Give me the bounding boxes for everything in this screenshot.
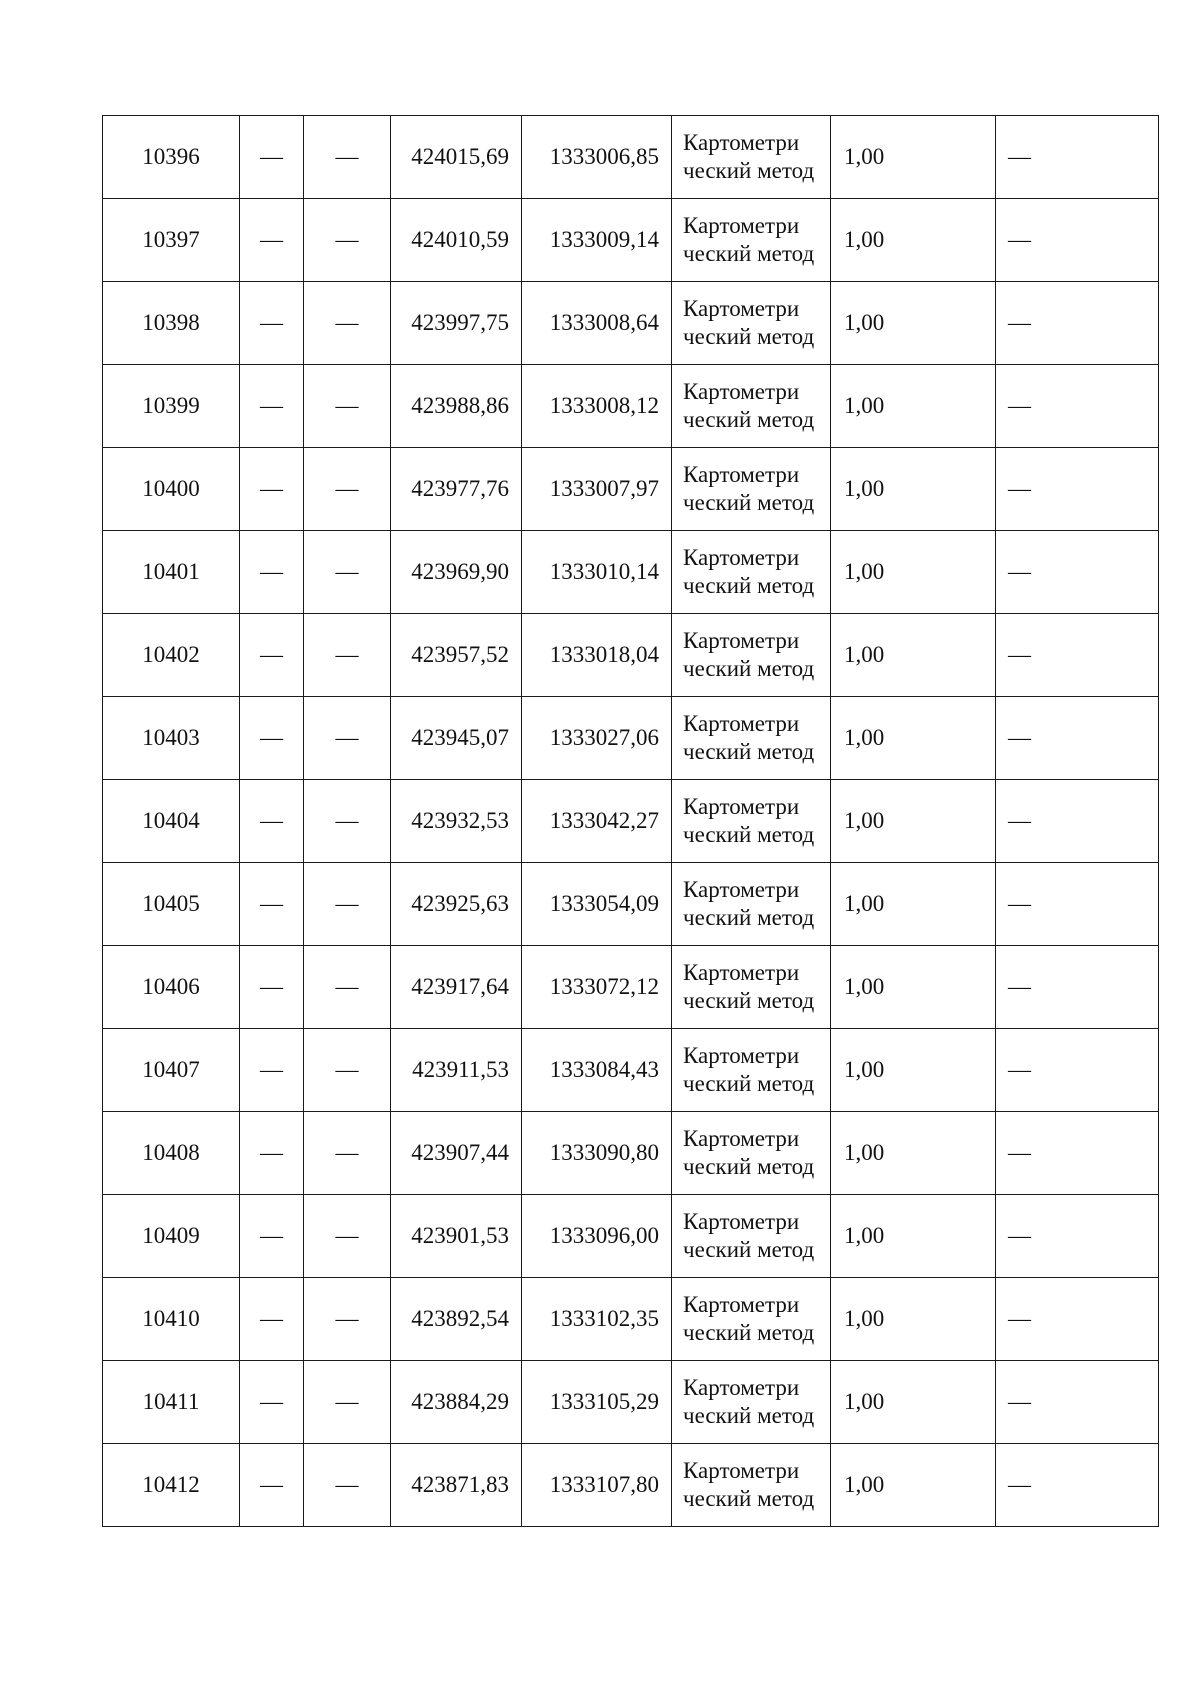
empty-value-cell [996, 531, 1159, 614]
x-coordinate-cell-text: 423911,53 [412, 1057, 509, 1082]
empty-value-cell-text: — [260, 1472, 283, 1497]
y-coordinate-cell-text: 1333018,04 [549, 642, 659, 667]
x-coordinate-cell [391, 1278, 522, 1361]
accuracy-cell-text: 1,00 [844, 725, 885, 750]
point-number-cell-text: 10397 [142, 227, 200, 252]
method-cell [672, 614, 831, 697]
method-cell [672, 1112, 831, 1195]
empty-value-cell-text: — [260, 559, 283, 584]
empty-value-cell-text: — [335, 1057, 359, 1082]
x-coordinate-cell-text: 423945,07 [411, 725, 509, 750]
method-cell [672, 1444, 831, 1527]
y-coordinate-cell [522, 1278, 672, 1361]
accuracy-cell [831, 780, 996, 863]
x-coordinate-cell [391, 1361, 522, 1444]
accuracy-cell [831, 1444, 996, 1527]
y-coordinate-cell [522, 1195, 672, 1278]
point-number-cell-text: 10403 [142, 725, 200, 750]
point-number-cell [103, 1444, 240, 1527]
empty-value-cell-text: — [335, 310, 359, 335]
empty-value-cell-text: — [1008, 642, 1031, 667]
empty-value-cell [240, 614, 304, 697]
method-cell [672, 448, 831, 531]
x-coordinate-cell [391, 531, 522, 614]
table-row [103, 1195, 1159, 1278]
table-row [103, 531, 1159, 614]
point-number-cell [103, 1029, 240, 1112]
empty-value-cell-text: — [1008, 1472, 1031, 1497]
y-coordinate-cell-text: 1333008,64 [549, 310, 659, 335]
empty-value-cell-text: — [260, 808, 283, 833]
empty-value-cell-text: — [1008, 808, 1031, 833]
accuracy-cell [831, 863, 996, 946]
method-cell-text: Картометри ческий метод [683, 794, 815, 847]
x-coordinate-cell-text: 423977,76 [411, 476, 509, 501]
x-coordinate-cell-text: 424015,69 [411, 144, 509, 169]
table-row [103, 1444, 1159, 1527]
accuracy-cell-text: 1,00 [844, 1223, 885, 1248]
empty-value-cell [304, 1029, 391, 1112]
accuracy-cell-text: 1,00 [844, 1306, 885, 1331]
point-number-cell [103, 863, 240, 946]
empty-value-cell-text: — [260, 1389, 283, 1414]
y-coordinate-cell-text: 1333105,29 [549, 1389, 659, 1414]
accuracy-cell-text: 1,00 [844, 144, 885, 169]
x-coordinate-cell-text: 423997,75 [411, 310, 509, 335]
empty-value-cell [304, 448, 391, 531]
y-coordinate-cell [522, 946, 672, 1029]
table-row [103, 1278, 1159, 1361]
y-coordinate-cell [522, 282, 672, 365]
x-coordinate-cell-text: 423884,29 [411, 1389, 509, 1414]
coordinates-table [102, 115, 1159, 1527]
method-cell [672, 365, 831, 448]
empty-value-cell [240, 365, 304, 448]
y-coordinate-cell [522, 531, 672, 614]
point-number-cell-text: 10399 [142, 393, 200, 418]
method-cell [672, 1195, 831, 1278]
accuracy-cell [831, 282, 996, 365]
table-row [103, 946, 1159, 1029]
y-coordinate-cell-text: 1333090,80 [549, 1140, 659, 1165]
empty-value-cell [304, 1195, 391, 1278]
method-cell-text: Картометри ческий метод [683, 960, 815, 1013]
point-number-cell-text: 10402 [142, 642, 200, 667]
table-row [103, 1112, 1159, 1195]
y-coordinate-cell-text: 1333072,12 [549, 974, 659, 999]
accuracy-cell [831, 531, 996, 614]
x-coordinate-cell-text: 423932,53 [411, 808, 509, 833]
point-number-cell [103, 282, 240, 365]
x-coordinate-cell [391, 780, 522, 863]
empty-value-cell-text: — [335, 808, 359, 833]
point-number-cell [103, 946, 240, 1029]
method-cell-text: Картометри ческий метод [683, 1209, 815, 1262]
empty-value-cell [240, 1112, 304, 1195]
point-number-cell-text: 10401 [142, 559, 200, 584]
empty-value-cell-text: — [260, 1140, 283, 1165]
y-coordinate-cell-text: 1333008,12 [549, 393, 659, 418]
empty-value-cell-text: — [260, 891, 283, 916]
x-coordinate-cell-text: 423871,83 [411, 1472, 509, 1497]
empty-value-cell-text: — [335, 725, 359, 750]
y-coordinate-cell-text: 1333102,35 [549, 1306, 659, 1331]
accuracy-cell-text: 1,00 [844, 476, 885, 501]
table-row [103, 116, 1159, 199]
x-coordinate-cell-text: 423917,64 [411, 974, 509, 999]
x-coordinate-cell [391, 116, 522, 199]
empty-value-cell [304, 1361, 391, 1444]
table-row [103, 614, 1159, 697]
empty-value-cell [304, 780, 391, 863]
empty-value-cell [996, 1278, 1159, 1361]
empty-value-cell-text: — [335, 227, 359, 252]
method-cell [672, 199, 831, 282]
point-number-cell [103, 116, 240, 199]
empty-value-cell-text: — [1008, 1057, 1031, 1082]
empty-value-cell-text: — [1008, 1223, 1031, 1248]
method-cell-text: Картометри ческий метод [683, 1375, 815, 1428]
empty-value-cell [996, 946, 1159, 1029]
accuracy-cell [831, 614, 996, 697]
empty-value-cell-text: — [260, 1306, 283, 1331]
y-coordinate-cell [522, 863, 672, 946]
empty-value-cell [304, 1112, 391, 1195]
y-coordinate-cell [522, 1361, 672, 1444]
empty-value-cell [996, 1029, 1159, 1112]
empty-value-cell [240, 1278, 304, 1361]
x-coordinate-cell [391, 697, 522, 780]
empty-value-cell [996, 614, 1159, 697]
method-cell-text: Картометри ческий метод [683, 379, 815, 432]
method-cell-text: Картометри ческий метод [683, 1458, 815, 1511]
accuracy-cell-text: 1,00 [844, 393, 885, 418]
y-coordinate-cell [522, 199, 672, 282]
empty-value-cell [240, 531, 304, 614]
empty-value-cell [240, 946, 304, 1029]
empty-value-cell-text: — [335, 1223, 359, 1248]
point-number-cell [103, 1278, 240, 1361]
x-coordinate-cell [391, 1444, 522, 1527]
empty-value-cell [304, 614, 391, 697]
table-row [103, 697, 1159, 780]
point-number-cell [103, 365, 240, 448]
accuracy-cell [831, 448, 996, 531]
point-number-cell-text: 10400 [142, 476, 200, 501]
empty-value-cell-text: — [260, 642, 283, 667]
empty-value-cell-text: — [335, 1140, 359, 1165]
empty-value-cell [996, 1112, 1159, 1195]
point-number-cell-text: 10398 [142, 310, 200, 335]
empty-value-cell [240, 697, 304, 780]
accuracy-cell [831, 116, 996, 199]
point-number-cell [103, 531, 240, 614]
method-cell [672, 780, 831, 863]
empty-value-cell-text: — [1008, 1140, 1031, 1165]
empty-value-cell-text: — [335, 974, 359, 999]
empty-value-cell [304, 116, 391, 199]
x-coordinate-cell [391, 1029, 522, 1112]
y-coordinate-cell-text: 1333010,14 [549, 559, 659, 584]
point-number-cell-text: 10407 [142, 1057, 200, 1082]
empty-value-cell-text: — [260, 725, 283, 750]
empty-value-cell-text: — [1008, 725, 1031, 750]
method-cell-text: Картометри ческий метод [683, 711, 815, 764]
point-number-cell-text: 10404 [142, 808, 200, 833]
y-coordinate-cell-text: 1333006,85 [549, 144, 659, 169]
empty-value-cell [996, 116, 1159, 199]
method-cell-text: Картометри ческий метод [683, 1126, 815, 1179]
y-coordinate-cell-text: 1333027,06 [549, 725, 659, 750]
table-row [103, 1361, 1159, 1444]
method-cell-text: Картометри ческий метод [683, 628, 815, 681]
empty-value-cell [240, 1029, 304, 1112]
accuracy-cell [831, 1112, 996, 1195]
y-coordinate-cell-text: 1333054,09 [549, 891, 659, 916]
point-number-cell-text: 10411 [142, 1389, 200, 1414]
empty-value-cell-text: — [1008, 393, 1031, 418]
empty-value-cell [304, 1444, 391, 1527]
empty-value-cell [996, 365, 1159, 448]
empty-value-cell [996, 282, 1159, 365]
method-cell-text: Картометри ческий метод [683, 1043, 815, 1096]
accuracy-cell-text: 1,00 [844, 559, 885, 584]
y-coordinate-cell-text: 1333084,43 [549, 1057, 659, 1082]
accuracy-cell-text: 1,00 [844, 1140, 885, 1165]
x-coordinate-cell [391, 282, 522, 365]
y-coordinate-cell [522, 365, 672, 448]
x-coordinate-cell-text: 423957,52 [411, 642, 509, 667]
y-coordinate-cell-text: 1333009,14 [549, 227, 659, 252]
empty-value-cell-text: — [260, 227, 283, 252]
method-cell [672, 116, 831, 199]
empty-value-cell-text: — [335, 559, 359, 584]
accuracy-cell [831, 199, 996, 282]
empty-value-cell-text: — [1008, 310, 1031, 335]
point-number-cell [103, 614, 240, 697]
point-number-cell-text: 10408 [142, 1140, 200, 1165]
accuracy-cell-text: 1,00 [844, 974, 885, 999]
table-row [103, 863, 1159, 946]
x-coordinate-cell [391, 1112, 522, 1195]
x-coordinate-cell [391, 946, 522, 1029]
x-coordinate-cell-text: 423925,63 [411, 891, 509, 916]
empty-value-cell [996, 448, 1159, 531]
empty-value-cell-text: — [1008, 227, 1031, 252]
empty-value-cell [304, 531, 391, 614]
empty-value-cell-text: — [260, 1057, 283, 1082]
empty-value-cell-text: — [1008, 891, 1031, 916]
method-cell-text: Картометри ческий метод [683, 213, 815, 266]
method-cell [672, 946, 831, 1029]
table-row [103, 365, 1159, 448]
x-coordinate-cell [391, 448, 522, 531]
accuracy-cell [831, 1361, 996, 1444]
point-number-cell [103, 1361, 240, 1444]
empty-value-cell [996, 199, 1159, 282]
accuracy-cell [831, 1029, 996, 1112]
y-coordinate-cell [522, 116, 672, 199]
accuracy-cell [831, 946, 996, 1029]
empty-value-cell-text: — [1008, 559, 1031, 584]
empty-value-cell [304, 365, 391, 448]
x-coordinate-cell [391, 863, 522, 946]
table-row [103, 199, 1159, 282]
point-number-cell [103, 697, 240, 780]
accuracy-cell [831, 365, 996, 448]
accuracy-cell-text: 1,00 [844, 891, 885, 916]
point-number-cell [103, 1195, 240, 1278]
point-number-cell-text: 10396 [142, 144, 200, 169]
point-number-cell [103, 1112, 240, 1195]
method-cell-text: Картометри ческий метод [683, 462, 815, 515]
method-cell [672, 282, 831, 365]
empty-value-cell [304, 1278, 391, 1361]
accuracy-cell-text: 1,00 [844, 1472, 885, 1497]
point-number-cell [103, 780, 240, 863]
table-body [103, 116, 1159, 1527]
point-number-cell-text: 10405 [142, 891, 200, 916]
table-row [103, 1029, 1159, 1112]
empty-value-cell-text: — [260, 144, 283, 169]
empty-value-cell [240, 282, 304, 365]
point-number-cell [103, 199, 240, 282]
x-coordinate-cell [391, 614, 522, 697]
point-number-cell-text: 10412 [142, 1472, 200, 1497]
empty-value-cell-text: — [335, 1306, 359, 1331]
x-coordinate-cell [391, 1195, 522, 1278]
empty-value-cell-text: — [1008, 1389, 1031, 1414]
y-coordinate-cell [522, 1112, 672, 1195]
empty-value-cell [996, 1195, 1159, 1278]
empty-value-cell-text: — [260, 974, 283, 999]
empty-value-cell [240, 863, 304, 946]
x-coordinate-cell-text: 423901,53 [411, 1223, 509, 1248]
accuracy-cell-text: 1,00 [844, 227, 885, 252]
point-number-cell-text: 10409 [142, 1223, 200, 1248]
y-coordinate-cell-text: 1333107,80 [549, 1472, 659, 1497]
y-coordinate-cell-text: 1333042,27 [549, 808, 659, 833]
y-coordinate-cell-text: 1333096,00 [549, 1223, 659, 1248]
y-coordinate-cell [522, 780, 672, 863]
method-cell [672, 531, 831, 614]
empty-value-cell-text: — [335, 144, 359, 169]
method-cell-text: Картометри ческий метод [683, 130, 815, 183]
x-coordinate-cell [391, 365, 522, 448]
empty-value-cell [996, 697, 1159, 780]
table-row [103, 282, 1159, 365]
accuracy-cell-text: 1,00 [844, 808, 885, 833]
empty-value-cell [996, 1444, 1159, 1527]
empty-value-cell [996, 1361, 1159, 1444]
x-coordinate-cell-text: 423969,90 [411, 559, 509, 584]
y-coordinate-cell [522, 697, 672, 780]
accuracy-cell-text: 1,00 [844, 1057, 885, 1082]
empty-value-cell [304, 697, 391, 780]
method-cell [672, 1029, 831, 1112]
empty-value-cell-text: — [1008, 1306, 1031, 1331]
method-cell-text: Картометри ческий метод [683, 1292, 815, 1345]
empty-value-cell [240, 1195, 304, 1278]
accuracy-cell [831, 1195, 996, 1278]
empty-value-cell [304, 863, 391, 946]
accuracy-cell [831, 697, 996, 780]
method-cell [672, 1278, 831, 1361]
method-cell [672, 1361, 831, 1444]
method-cell [672, 697, 831, 780]
empty-value-cell-text: — [260, 310, 283, 335]
accuracy-cell-text: 1,00 [844, 1389, 885, 1414]
table-row [103, 780, 1159, 863]
empty-value-cell-text: — [335, 1472, 359, 1497]
method-cell [672, 863, 831, 946]
point-number-cell-text: 10410 [142, 1306, 200, 1331]
empty-value-cell-text: — [335, 642, 359, 667]
y-coordinate-cell-text: 1333007,97 [549, 476, 659, 501]
empty-value-cell-text: — [260, 1223, 283, 1248]
y-coordinate-cell [522, 614, 672, 697]
empty-value-cell-text: — [1008, 974, 1031, 999]
empty-value-cell [240, 116, 304, 199]
empty-value-cell [240, 1361, 304, 1444]
x-coordinate-cell-text: 423907,44 [411, 1140, 509, 1165]
x-coordinate-cell-text: 423988,86 [411, 393, 509, 418]
table-row [103, 448, 1159, 531]
y-coordinate-cell [522, 1444, 672, 1527]
empty-value-cell-text: — [1008, 476, 1031, 501]
empty-value-cell [240, 1444, 304, 1527]
y-coordinate-cell [522, 448, 672, 531]
method-cell-text: Картометри ческий метод [683, 877, 815, 930]
empty-value-cell [304, 282, 391, 365]
empty-value-cell-text: — [260, 476, 283, 501]
method-cell-text: Картометри ческий метод [683, 545, 815, 598]
empty-value-cell-text: — [335, 476, 359, 501]
x-coordinate-cell-text: 423892,54 [411, 1306, 509, 1331]
empty-value-cell [996, 863, 1159, 946]
point-number-cell-text: 10406 [142, 974, 200, 999]
point-number-cell [103, 448, 240, 531]
empty-value-cell [304, 199, 391, 282]
empty-value-cell-text: — [335, 891, 359, 916]
empty-value-cell-text: — [260, 393, 283, 418]
accuracy-cell-text: 1,00 [844, 310, 885, 335]
method-cell-text: Картометри ческий метод [683, 296, 815, 349]
empty-value-cell [996, 780, 1159, 863]
accuracy-cell-text: 1,00 [844, 642, 885, 667]
empty-value-cell-text: — [335, 393, 359, 418]
empty-value-cell [240, 448, 304, 531]
empty-value-cell [240, 199, 304, 282]
empty-value-cell-text: — [1008, 144, 1031, 169]
empty-value-cell-text: — [335, 1389, 359, 1414]
empty-value-cell [304, 946, 391, 1029]
accuracy-cell [831, 1278, 996, 1361]
x-coordinate-cell-text: 424010,59 [411, 227, 509, 252]
y-coordinate-cell [522, 1029, 672, 1112]
x-coordinate-cell [391, 199, 522, 282]
empty-value-cell [240, 780, 304, 863]
